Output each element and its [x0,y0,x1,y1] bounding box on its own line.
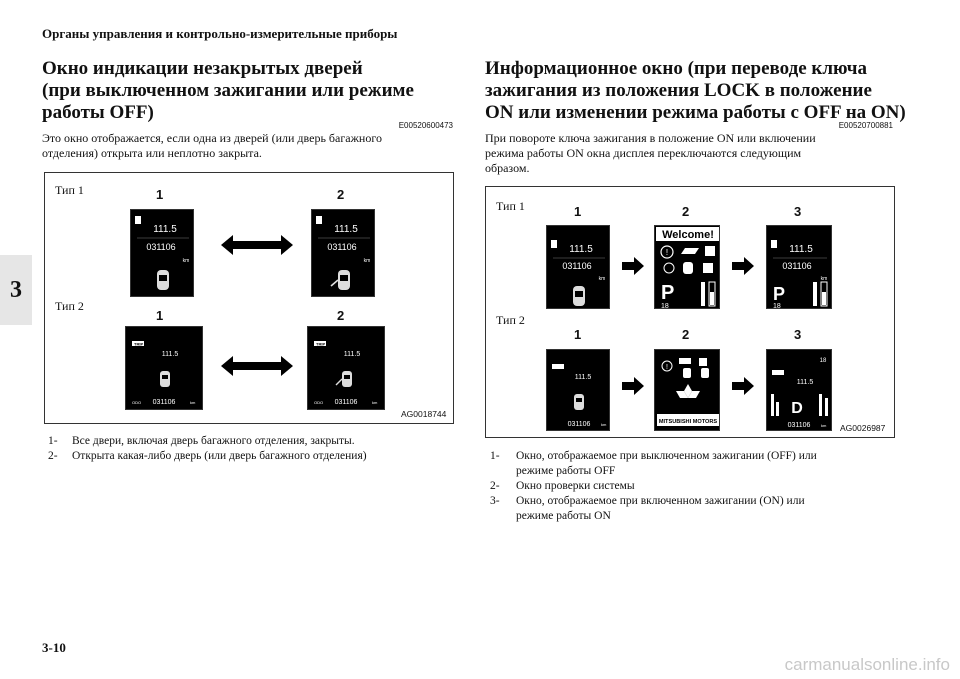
page-number: 3-10 [42,640,66,655]
right-title-line: Информационное окно (при переводе ключа [485,58,867,79]
temperature: 18 [773,303,781,309]
fig-number-3: 3 [794,204,802,219]
odo-value: 031106 [787,422,811,429]
chapter-tab: 3 [0,255,32,325]
fig-number-1: 1 [156,187,164,202]
type1-screen-on [766,225,832,309]
trip-value: 111.5 [574,374,592,381]
left-figure [44,172,454,424]
gear-indicator: D [791,400,803,417]
trip-value: 111.5 [343,351,361,358]
caption-text: Все двери, включая дверь багажного отделения, закрыты. [72,435,355,447]
caption-item [48,449,458,464]
caption-item [490,449,910,479]
gear-indicator: P [661,282,675,304]
odo-tag: ODO [132,400,142,405]
gear-indicator: P [773,284,786,304]
odo-value: 031106 [562,261,592,271]
temperature: 18 [661,303,669,309]
trip-value: 111.5 [569,244,593,255]
caption-text: Окно, отображаемое при выключенном зажигании (OFF) или [516,450,817,462]
right-title-line: ON или изменении режима работы с OFF на ON) [485,102,906,123]
fig-number-1: 1 [156,308,164,323]
figure-id: AG0018744 [401,409,447,419]
type1-screen-door-open [311,209,375,297]
fig-number-2: 2 [337,308,345,323]
caption-item [490,479,910,494]
caption-number: 2- [490,480,500,492]
caption-text: Окно проверки системы [516,480,635,492]
trip-value: 111.5 [334,224,358,235]
arrow-right-icon [732,377,754,395]
right-paragraph-line: При повороте ключа зажигания в положение ON или включении [485,131,816,145]
caption-item [48,434,458,449]
odo-tag: ODO [314,400,324,405]
type2-screen-off [546,349,610,431]
odo-value: 031106 [152,399,176,406]
type2-screen-closed [125,326,203,410]
fig-number-2: 2 [682,204,690,219]
odo-unit: km [363,258,371,264]
odo-unit: km [601,422,607,427]
left-title-line: (при выключенном зажигании или режиме [42,80,414,101]
caption-number: 2- [48,450,58,462]
brand-name: MITSUBISHI MOTORS [658,419,718,425]
type1-label: Тип 1 [496,199,525,213]
odo-unit: km [190,400,196,405]
odo-unit: km [182,258,190,264]
caption-body [516,449,817,479]
type1-screen-closed [130,209,194,297]
right-section-code: E00520700881 [838,121,893,130]
type2-label: Тип 2 [55,299,84,313]
type1-label: Тип 1 [55,183,84,197]
right-paragraph-line: образом. [485,161,530,175]
caption-text: Открыта какая-либо дверь (или дверь багажного отделения) [72,450,367,462]
welcome-text: Welcome! [662,229,714,241]
odo-value: 031106 [146,242,176,252]
figure-id: AG0026987 [840,423,886,433]
arrow-right-icon [622,257,644,275]
trip-value: 111.5 [796,379,814,386]
trip-tag: TRIP [134,341,144,347]
type2-screen-system-check [654,349,720,431]
fig-number-2: 2 [682,327,690,342]
fig-number-1: 1 [574,204,582,219]
fig-number-3: 3 [794,327,802,342]
double-arrow-icon [221,235,293,255]
odo-value: 031106 [334,399,358,406]
caption-text: Окно, отображаемое при включенном зажигании (ON) или [516,495,805,507]
type1-screen-welcome [654,225,720,309]
trip-value: 111.5 [789,244,813,255]
caption-number: 1- [48,435,58,447]
caption-text: режиме работы OFF [516,465,616,477]
temperature: 18 [819,358,827,364]
odo-value: 031106 [327,242,357,252]
page-header: Органы управления и контрольно-измерительные приборы [42,26,398,41]
left-title-line: работы OFF) [42,102,154,123]
caption-number: 1- [490,450,500,462]
right-paragraph-line: режима работы ON окна дисплея переключаются следующим [485,146,802,160]
type2-label: Тип 2 [496,313,525,327]
type1-screen-off [546,225,610,309]
caption-text: режиме работы ON [516,510,611,522]
type2-screen-door-open [307,326,385,410]
right-title [485,58,925,124]
trip-value: 111.5 [161,351,179,358]
odo-value: 031106 [567,421,591,428]
odo-unit: km [598,276,606,282]
left-paragraph [42,131,462,161]
odo-unit: km [821,423,827,428]
right-figure [485,186,895,438]
odo-unit: km [820,276,828,282]
fig-number-1: 1 [574,327,582,342]
watermark: carmanualsonline.info [784,655,950,674]
right-paragraph [485,131,905,176]
caption-number: 3- [490,495,500,507]
fig-number-2: 2 [337,187,345,202]
arrow-right-icon [732,257,754,275]
right-title-line: зажигания из положения LOCK в положение [485,80,872,101]
right-captions [490,449,910,524]
left-title-line: Окно индикации незакрытых дверей [42,58,363,79]
odo-unit: km [372,400,378,405]
trip-tag: TRIP [316,341,326,347]
double-arrow-icon [221,356,293,376]
trip-value: 111.5 [153,224,177,235]
caption-item [490,494,910,524]
odo-value: 031106 [782,261,812,271]
left-captions [48,434,458,464]
arrow-right-icon [622,377,644,395]
left-paragraph-line: Это окно отображается, если одна из дверей (или дверь багажного [42,131,382,145]
svg-text:!: ! [666,364,668,371]
left-section-code: E00520600473 [398,121,453,130]
svg-text:!: ! [665,248,669,257]
left-title [42,58,462,124]
type2-screen-on [766,349,832,431]
caption-body [516,494,805,524]
left-paragraph-line: отделения) открыта или неплотно закрыта. [42,146,262,160]
